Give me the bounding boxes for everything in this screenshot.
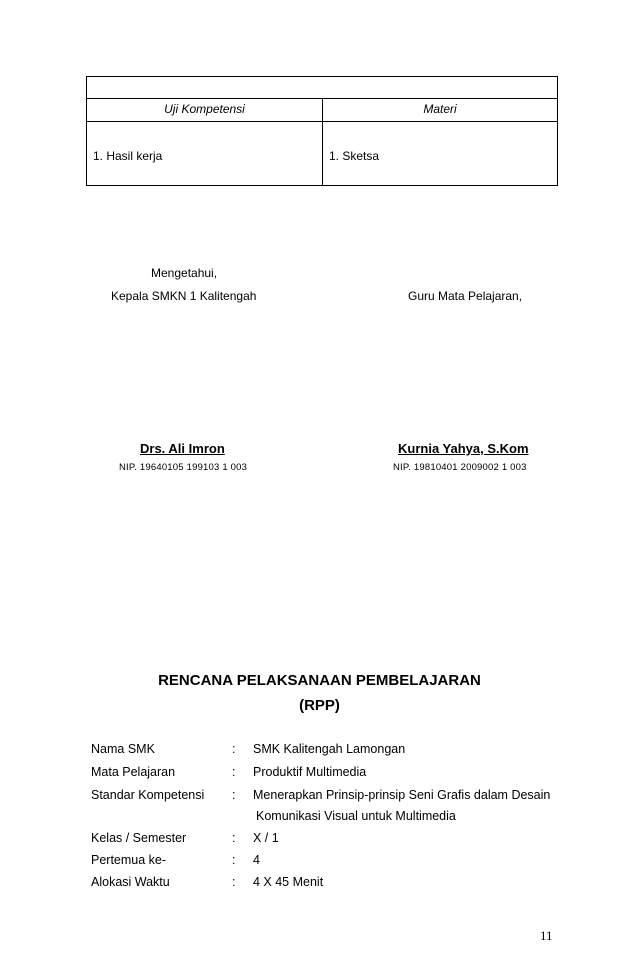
- table-cell: 1. Sketsa: [329, 149, 380, 163]
- left-signatory-name: Drs. Ali Imron: [140, 441, 225, 456]
- right-signatory-nip: NIP. 19810401 2009002 1 003: [393, 462, 527, 473]
- field-label: Standar Kompetensi: [91, 788, 205, 802]
- field-value: Produktif Multimedia: [253, 765, 367, 779]
- field-separator: :: [232, 875, 236, 889]
- kepala-label: Kepala SMKN 1 Kalitengah: [111, 289, 257, 303]
- page-number: 11: [540, 928, 553, 943]
- left-signatory-nip: NIP. 19640105 199103 1 003: [119, 462, 248, 473]
- field-value: X / 1: [253, 831, 279, 845]
- field-separator: :: [232, 742, 236, 756]
- field-value: 4: [253, 853, 260, 867]
- right-signatory-name: Kurnia Yahya, S.Kom: [398, 441, 529, 456]
- mengetahui-label: Mengetahui,: [151, 266, 218, 280]
- field-value: SMK Kalitengah Lamongan: [253, 742, 406, 756]
- rpp-title: RENCANA PELAKSANAAN PEMBELAJARAN: [158, 672, 481, 689]
- field-separator: :: [232, 831, 236, 845]
- competency-table: [86, 76, 558, 186]
- field-label: Mata Pelajaran: [91, 765, 176, 779]
- rpp-subtitle: (RPP): [299, 697, 340, 714]
- table-cell: 1. Hasil kerja: [93, 149, 163, 163]
- field-label: Nama SMK: [91, 742, 155, 756]
- field-value: Menerapkan Prinsip-prinsip Seni Grafis dalam Desain: [253, 788, 551, 802]
- field-value-continued: Komunikasi Visual untuk Multimedia: [256, 809, 456, 823]
- guru-label: Guru Mata Pelajaran,: [408, 289, 523, 303]
- field-label: Kelas / Semester: [91, 831, 187, 845]
- field-label: Pertemua ke-: [91, 853, 167, 867]
- field-separator: :: [232, 788, 236, 802]
- field-value: 4 X 45 Menit: [253, 875, 324, 889]
- field-separator: :: [232, 765, 236, 779]
- field-label: Alokasi Waktu: [91, 875, 170, 889]
- header-materi: Materi: [423, 102, 457, 116]
- header-uji-kompetensi: Uji Kompetensi: [164, 102, 245, 116]
- field-separator: :: [232, 853, 236, 867]
